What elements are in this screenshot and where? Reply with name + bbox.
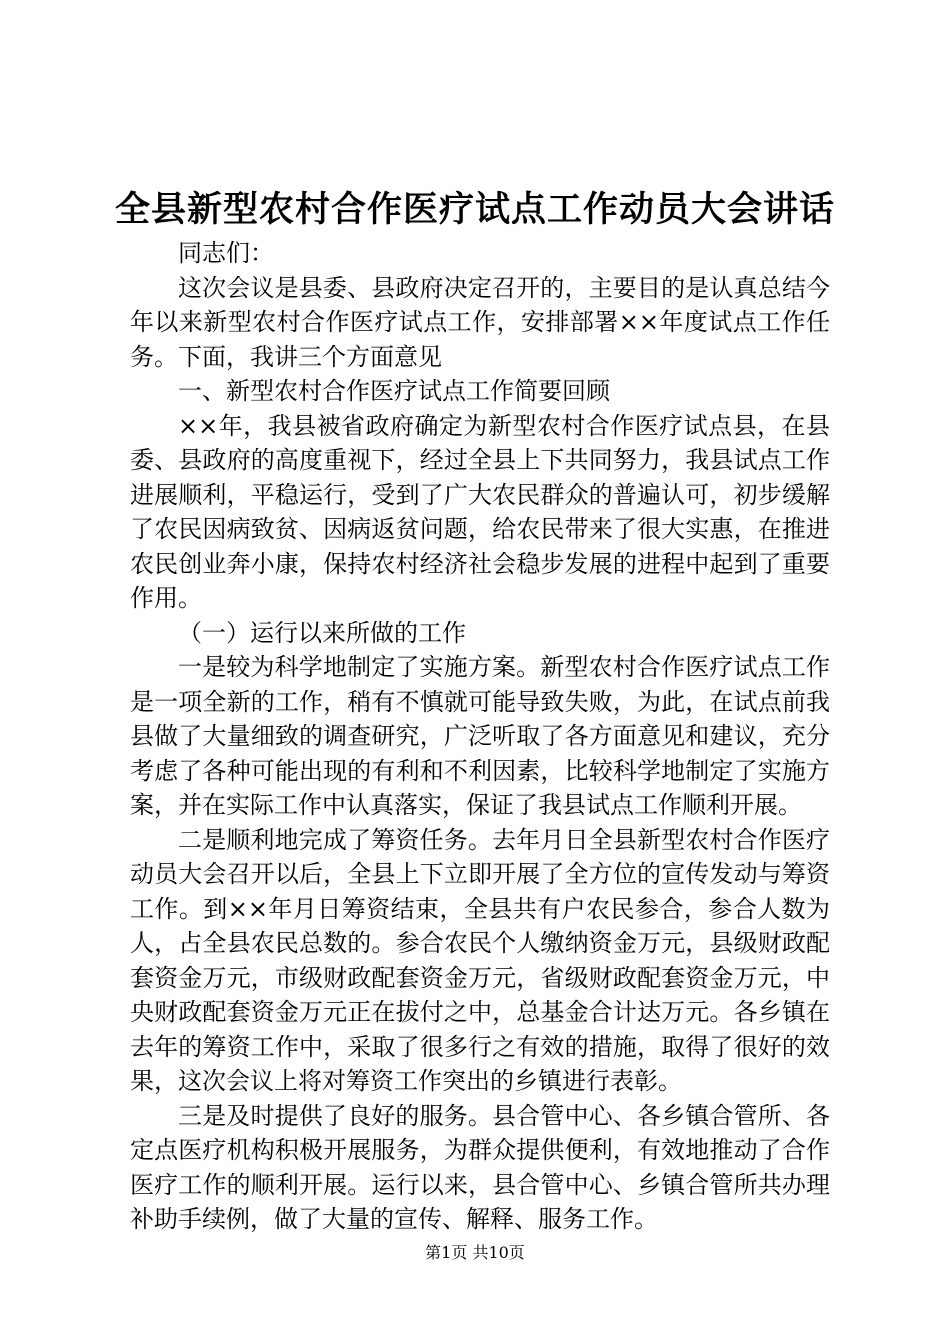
point-one-paragraph: 一是较为科学地制定了实施方案。新型农村合作医疗试点工作是一项全新的工作，稍有不慎就可能导致失败，为此，在试点前我县做了大量细致的调查研究，广泛听取了各方面意见和建议，充分考虑了各种可能出现的有利和不利因素，比较科学地制定了实施方案，并在实际工作中认真落实，保证了我县试点工作顺利开展。	[130, 653, 830, 819]
section-heading-1: 一、新型农村合作医疗试点工作简要回顾	[178, 377, 610, 405]
document-body	[130, 236, 830, 1237]
document-title: 全县新型农村合作医疗试点工作动员大会讲话	[114, 189, 835, 230]
intro-paragraph: 这次会议是县委、县政府决定召开的，主要目的是认真总结今年以来新型农村合作医疗试点工作，安排部署××年度试点工作任务。下面，我讲三个方面意见	[130, 273, 830, 371]
review-paragraph: ××年，我县被省政府确定为新型农村合作医疗试点县，在县委、县政府的高度重视下，经过全县上下共同努力，我县试点工作进展顺利，平稳运行，受到了广大农民群众的普遍认可，初步缓解了农民因病致贫、因病返贫问题，给农民带来了很大实惠，在推进农民创业奔小康，保持农村经济社会稳步发展的进程中起到了重要作用。	[130, 411, 830, 612]
subsection-heading-1: （一）运行以来所做的工作	[178, 618, 466, 647]
page-number: 第1页 共10页	[425, 1243, 525, 1262]
point-two-paragraph: 二是顺利地完成了筹资任务。去年月日全县新型农村合作医疗动员大会召开以后，全县上下立即开展了全方位的宣传发动与筹资工作。到××年月日筹资结束，全县共有户农民参合，参合人数为人，占全县农民总数的。参合农民个人缴纳资金万元，县级财政配套资金万元，市级财政配套资金万元，省级财政配套资金万元，中央财政配套资金万元正在拔付之中，总基金合计达万元。各乡镇在去年的筹资工作中，采取了很多行之有效的措施，取得了很好的效果，这次会议上将对筹资工作突出的乡镇进行表彰。	[130, 825, 830, 1095]
point-three-paragraph: 三是及时提供了良好的服务。县合管中心、各乡镇合管所、各定点医疗机构积极开展服务，为群众提供便利，有效地推动了合作医疗工作的顺利开展。运行以来，县合管中心、乡镇合管所共办理补助手续例，做了大量的宣传、解释、服务工作。	[130, 1101, 830, 1233]
salutation: 同志们：	[178, 239, 274, 267]
